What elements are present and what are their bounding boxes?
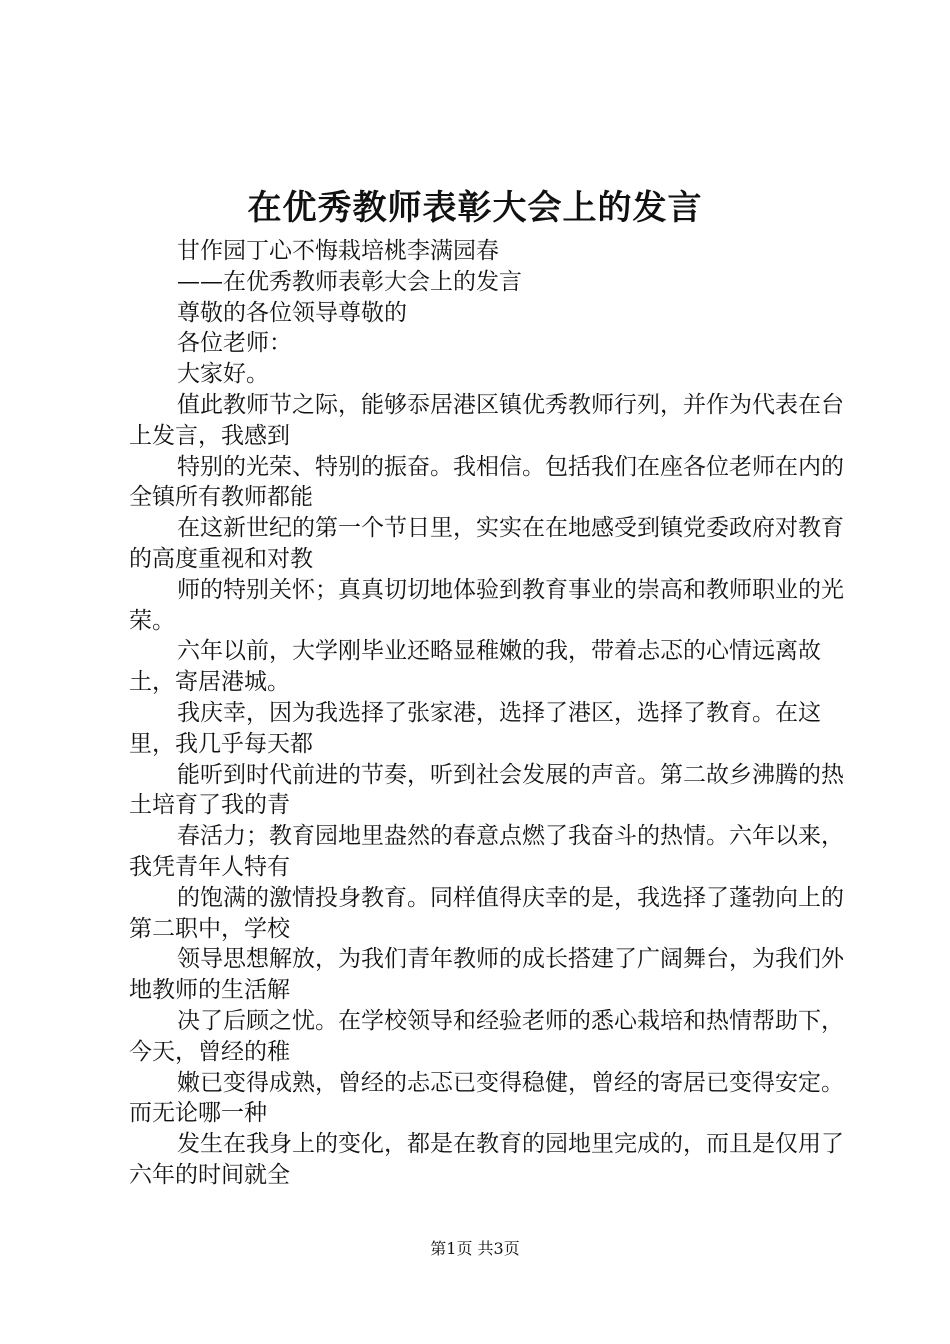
paragraph: 特别的光荣、特别的振奋。我相信。包括我们在座各位老师在内的全镇所有教师都能: [129, 453, 844, 511]
paragraph: 嫩已变得成熟，曾经的忐忑已变得稳健，曾经的寄居已变得安定。而无论哪一种: [129, 1069, 844, 1127]
page-footer: 第1页 共3页: [430, 1239, 520, 1258]
paragraph: 六年以前，大学刚毕业还略显稚嫩的我，带着忐忑的心情远离故土，寄居港城。: [129, 638, 821, 696]
paragraph: 甘作园丁心不悔栽培桃李满园春: [177, 238, 499, 264]
paragraph: 春活力；教育园地里盎然的春意点燃了我奋斗的热情。六年以来，我凭青年人特有: [129, 823, 844, 880]
paragraph: 能听到时代前进的节奏，听到社会发展的声音。第二故乡沸腾的热土培育了我的青: [129, 761, 844, 819]
paragraph: 我庆幸，因为我选择了张家港，选择了港区，选择了教育。在这里，我几乎每天都: [129, 699, 821, 757]
paragraph: ——在优秀教师表彰大会上的发言: [177, 268, 522, 295]
paragraph: 师的特别关怀；真真切切地体验到教育事业的崇高和教师职业的光荣。: [129, 576, 844, 634]
paragraph: 尊敬的各位领导尊敬的: [177, 299, 407, 326]
paragraph: 各位老师：: [177, 330, 292, 357]
paragraph: 发生在我身上的变化，都是在教育的园地里完成的，而且是仅用了六年的时间就全: [129, 1131, 844, 1188]
document-body: [129, 236, 844, 1191]
paragraph: 的饱满的激情投身教育。同样值得庆幸的是，我选择了蓬勃向上的第二职中，学校: [129, 884, 844, 942]
paragraph: 大家好。: [177, 361, 269, 388]
document-title: 在优秀教师表彰大会上的发言: [247, 188, 703, 228]
paragraph: 在这新世纪的第一个节日里，实实在在地感受到镇党委政府对教育的高度重视和对教: [129, 515, 844, 572]
paragraph: 决了后顾之忧。在学校领导和经验老师的悉心栽培和热情帮助下，今天，曾经的稚: [129, 1007, 844, 1065]
paragraph: 值此教师节之际，能够忝居港区镇优秀教师行列，并作为代表在台上发言，我感到: [129, 391, 844, 449]
paragraph: 领导思想解放，为我们青年教师的成长搭建了广阔舞台，为我们外地教师的生活解: [129, 946, 844, 1004]
